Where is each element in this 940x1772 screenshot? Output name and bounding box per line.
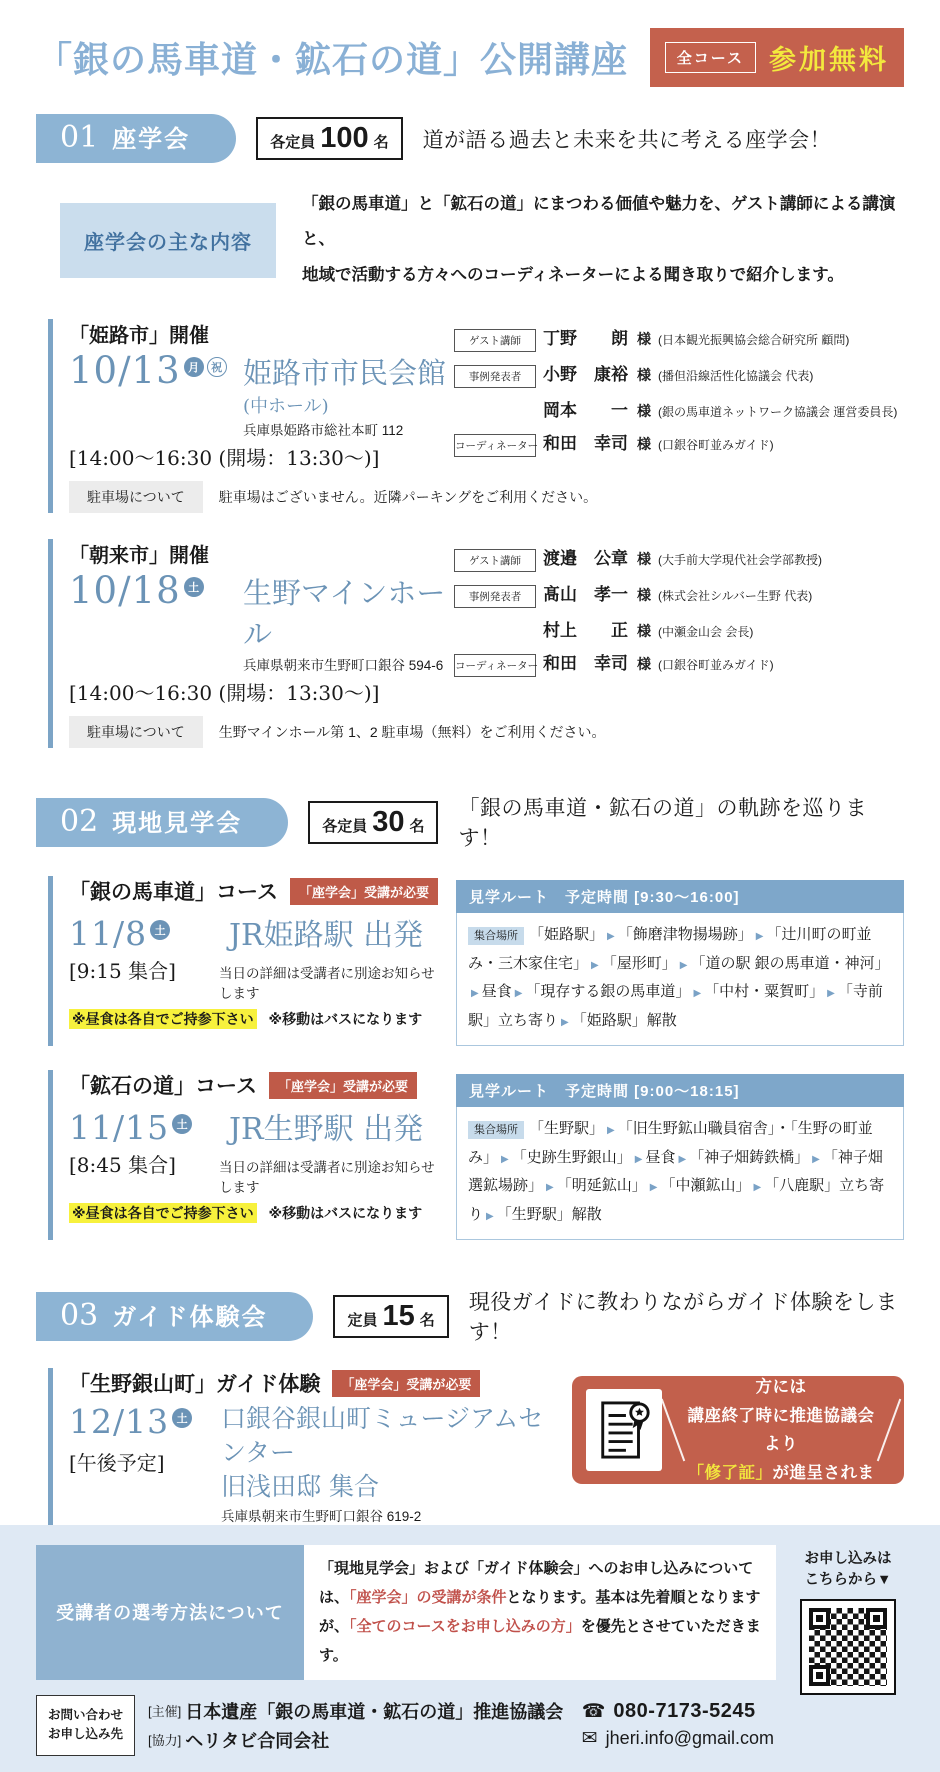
cert-line2: 講座終了時に推進協議会より bbox=[687, 1406, 875, 1454]
speaker-given: 公章 bbox=[594, 549, 628, 569]
route-box bbox=[456, 1074, 904, 1240]
capacity-label: 定員 bbox=[347, 1311, 378, 1329]
section1-catchphrase: 道が語る過去と未来を共に考える座学会！ bbox=[422, 127, 832, 152]
apply-line2: こちらから▼ bbox=[804, 1572, 892, 1589]
capacity-value: 100 bbox=[320, 122, 369, 154]
speaker-row bbox=[454, 580, 904, 608]
organizer-col bbox=[148, 1695, 563, 1756]
speaker-given: 正 bbox=[611, 621, 628, 641]
course-titleline bbox=[69, 1070, 440, 1100]
speaker-family: 和田 bbox=[543, 654, 577, 674]
speaker-row bbox=[454, 649, 904, 677]
venue-note: (中ホール) bbox=[243, 396, 329, 418]
capacity-label: 各定員 bbox=[270, 134, 316, 151]
requirement-badge: 「座学会」受講が必要 bbox=[332, 1370, 480, 1397]
speaker-honorific: 様 bbox=[637, 436, 651, 453]
event-date: 10/13 bbox=[69, 349, 181, 393]
course-date-group bbox=[69, 914, 219, 953]
guide-experience-row bbox=[48, 1348, 904, 1524]
section3-band bbox=[36, 1292, 313, 1341]
capacity-unit: 名 bbox=[419, 1311, 435, 1329]
speaker-role: 事例発表者 bbox=[454, 585, 536, 608]
speaker-honorific: 様 bbox=[637, 551, 651, 568]
weekday-badge: 土 bbox=[184, 577, 204, 597]
venue-address: 兵庫県朝来市生野町口銀谷 594-6 bbox=[243, 658, 444, 674]
section1-capacity bbox=[256, 117, 402, 160]
speaker-given: 幸司 bbox=[594, 654, 628, 674]
flyer-header bbox=[0, 0, 940, 87]
event-dateline bbox=[69, 349, 454, 439]
weekday-badge: 月 bbox=[184, 357, 204, 377]
event-asago-main bbox=[69, 539, 904, 706]
host-tag: [主催] bbox=[148, 1704, 182, 1720]
guide-datecol bbox=[69, 1402, 221, 1524]
apply-line1: お申し込みは bbox=[804, 1550, 892, 1567]
phone-line bbox=[582, 1700, 774, 1723]
weekday-badge: 土 bbox=[172, 1408, 192, 1428]
email-line bbox=[582, 1727, 774, 1750]
venue-name: 生野マインホール bbox=[243, 576, 446, 652]
speaker-org: (株式会社シルバー生野 代表) bbox=[658, 589, 813, 604]
contact-info bbox=[582, 1696, 774, 1754]
weekday-badge: 土 bbox=[150, 920, 170, 940]
speaker-family: 小野 bbox=[543, 365, 577, 385]
email-address: jheri.info@gmail.com bbox=[605, 1728, 774, 1749]
speaker-role-empty bbox=[454, 410, 536, 416]
meet-place-chip: 集合場所 bbox=[468, 927, 524, 945]
section2-title: 現地見学会 bbox=[112, 809, 243, 837]
route-header: 見学ルート 予定時間 [9:30～16:00] bbox=[456, 880, 904, 913]
speaker-org: (播但沿線活性化協議会 代表) bbox=[658, 369, 814, 384]
phone-number: 080-7173-5245 bbox=[613, 1700, 756, 1723]
section1-header bbox=[36, 114, 904, 163]
course-dateline bbox=[69, 910, 440, 954]
page-title: 「銀の馬車道・鉱石の道」公開講座 bbox=[36, 39, 629, 80]
course-title: 「銀の馬車道」コース bbox=[69, 881, 278, 905]
speaker-org: (口銀谷町並みガイド) bbox=[658, 438, 774, 453]
event-asago bbox=[48, 539, 904, 748]
event-dateline bbox=[69, 569, 454, 674]
capacity-label: 各定員 bbox=[322, 817, 368, 835]
speaker-role-empty bbox=[454, 630, 536, 636]
decorative-slash bbox=[877, 1399, 901, 1462]
footer-main bbox=[36, 1545, 776, 1756]
apply-col bbox=[792, 1545, 904, 1756]
meet-note: 当日の詳細は受講者に別途お知らせします bbox=[219, 1160, 435, 1196]
venue-line bbox=[243, 571, 454, 653]
speaker-given: 幸司 bbox=[594, 434, 628, 454]
weekday-badge: 土 bbox=[172, 1114, 192, 1134]
selection-label: 受講者の選考方法について bbox=[36, 1545, 304, 1680]
course-title: 「鉱石の道」コース bbox=[69, 1075, 257, 1099]
event-city: 「朝来市」開催 bbox=[69, 545, 209, 568]
guide-venue-line2: 旧浅田邸 集合 bbox=[221, 1471, 379, 1501]
all-course-label: 全コース bbox=[665, 42, 756, 73]
section1-band bbox=[36, 114, 236, 163]
course-meetline bbox=[69, 955, 440, 1002]
free-entry-text: 参加無料 bbox=[769, 45, 889, 75]
guide-meet-time: [午後予定] bbox=[69, 1451, 165, 1476]
event-himeji bbox=[48, 319, 904, 513]
parking-label: 駐車場について bbox=[69, 716, 203, 748]
route-header: 見学ルート 予定時間 [9:00～18:15] bbox=[456, 1074, 904, 1107]
event-city: 「姫路市」開催 bbox=[69, 325, 209, 348]
selection-text: 「現地見学会」および「ガイド体験会」へのお申し込みについては、「座学会」の受講が条件となります。基本は先着順となりますが、「全てのコースをお申し込みの方」を優先とさせていただきます。 bbox=[304, 1545, 776, 1680]
certificate-text bbox=[684, 1344, 878, 1517]
route-stops: 「生野駅」 ▶ 「旧生野鉱山職員宿舎」・「生野の町並み」 ▶ 「史跡生野銀山」 ▶ 昼食 ▶ 「神子畑鋳鉄橋」 ▶ 「神子畑選鉱場跡」 ▶ 「明延鉱山」 ▶ 「中瀬鉱山」 ▶ 「八鹿駅」立ち寄り ▶ 「生野駅」解散 bbox=[468, 1120, 885, 1223]
flyer-footer bbox=[0, 1525, 940, 1772]
capacity-value: 30 bbox=[372, 805, 405, 838]
speaker-given: 朗 bbox=[611, 329, 628, 349]
cert-line1: すべてのコースを受講の方には bbox=[688, 1348, 874, 1396]
event-time: [14:00～16:30 (開場：13:30～)] bbox=[69, 681, 380, 706]
speaker-org: (日本観光振興協会総合研究所 顧問) bbox=[658, 333, 850, 348]
venue-wrap bbox=[243, 351, 454, 439]
speaker-honorific: 様 bbox=[637, 367, 651, 384]
parking-row bbox=[69, 481, 904, 513]
route-body bbox=[456, 1107, 904, 1240]
speaker-given: 康裕 bbox=[594, 365, 628, 385]
event-date-group bbox=[69, 569, 237, 612]
speaker-family: 岡本 bbox=[543, 401, 577, 421]
free-badge bbox=[650, 28, 904, 87]
qr-code bbox=[800, 1599, 896, 1695]
speaker-row bbox=[454, 360, 904, 388]
guide-venue-line1: 口銀谷銀山町ミュージアムセンター bbox=[221, 1404, 544, 1468]
course-titleline bbox=[69, 876, 440, 906]
contact-label-line2: お申し込み先 bbox=[48, 1727, 124, 1742]
about-line2: 地域で活動する方々へのコーディネーターによる聞き取りで紹介します。 bbox=[302, 265, 844, 284]
section1-number: 01 bbox=[60, 120, 99, 155]
guide-date: 12/13 bbox=[69, 1402, 170, 1442]
section3-catchphrase: 現役ガイドに教わりながらガイド体験をします！ bbox=[468, 1290, 898, 1345]
speakers-asago bbox=[454, 539, 904, 706]
host-line bbox=[148, 1698, 563, 1724]
section2-catchphrase: 「銀の馬車道・鉱石の道」の軌跡を巡ります！ bbox=[458, 796, 867, 851]
venue-name: 姫路市市民会館 bbox=[243, 356, 447, 391]
bus-note: ※移動はバスになります bbox=[268, 1205, 423, 1222]
guide-main bbox=[69, 1402, 554, 1524]
speaker-org: (口銀谷町並みガイド) bbox=[658, 658, 774, 673]
parking-label: 駐車場について bbox=[69, 481, 203, 513]
requirement-badge: 「座学会」受講が必要 bbox=[290, 878, 438, 905]
meet-note: 当日の詳細は受講者に別途お知らせします bbox=[219, 966, 435, 1002]
course-dateline bbox=[69, 1104, 440, 1148]
speaker-honorific: 様 bbox=[637, 587, 651, 604]
speaker-family: 髙山 bbox=[543, 585, 577, 605]
speaker-honorific: 様 bbox=[637, 623, 651, 640]
about-line1: 「銀の馬車道」と「鉱石の道」にまつわる価値や魅力を、ゲスト講師による講演と、 bbox=[302, 195, 896, 249]
section2-number: 02 bbox=[60, 803, 99, 839]
speaker-row bbox=[454, 544, 904, 572]
event-asago-info bbox=[69, 539, 454, 706]
speaker-row bbox=[454, 396, 904, 421]
speaker-given: 一 bbox=[611, 401, 628, 421]
section2-header bbox=[36, 792, 904, 852]
guide-date-group bbox=[69, 1402, 221, 1441]
speaker-honorific: 様 bbox=[637, 403, 651, 420]
speaker-given: 孝一 bbox=[594, 585, 628, 605]
speaker-org: (大手前大学現代社会学部教授) bbox=[658, 553, 822, 568]
contact-label bbox=[36, 1695, 135, 1756]
section1-title: 座学会 bbox=[112, 126, 191, 153]
event-date-group bbox=[69, 349, 237, 392]
section2-band bbox=[36, 798, 288, 847]
course-info bbox=[48, 1070, 440, 1240]
mail-icon: ✉ bbox=[581, 1728, 598, 1750]
decorative-slash bbox=[661, 1399, 685, 1462]
section3-title: ガイド体験会 bbox=[112, 1303, 268, 1331]
speaker-family: 村上 bbox=[543, 621, 577, 641]
meet-time: [8:45 集合] bbox=[69, 1153, 176, 1178]
host-name: 日本遺産「銀の馬車道・鉱石の道」推進協議会 bbox=[185, 1701, 564, 1722]
speaker-role: 事例発表者 bbox=[454, 365, 536, 388]
parking-text: 生野マインホール第 1、2 駐車場（無料）をご利用ください。 bbox=[218, 724, 606, 741]
speaker-role: ゲスト講師 bbox=[454, 329, 536, 352]
speaker-row bbox=[454, 324, 904, 352]
course-meetline bbox=[69, 1149, 440, 1196]
selection-row bbox=[36, 1545, 776, 1680]
course-notes bbox=[69, 1203, 440, 1223]
speaker-row bbox=[454, 616, 904, 641]
speaker-row bbox=[454, 429, 904, 457]
course-date: 11/15 bbox=[69, 1108, 170, 1148]
guide-title: 「生野銀山町」ガイド体験 bbox=[69, 1373, 321, 1397]
coop-line bbox=[148, 1727, 563, 1753]
certificate-box bbox=[572, 1348, 904, 1512]
apply-text bbox=[792, 1549, 904, 1593]
guide-titleline bbox=[69, 1368, 554, 1398]
course-start: JR生野駅 出発 bbox=[229, 1112, 424, 1148]
lecture-about-text bbox=[302, 187, 904, 293]
course-bashamichi bbox=[48, 876, 904, 1046]
parking-row bbox=[69, 716, 904, 748]
parking-text: 駐車場はございません。近隣パーキングをご利用ください。 bbox=[218, 489, 598, 506]
meet-place-chip: 集合場所 bbox=[468, 1121, 524, 1139]
section3-capacity bbox=[333, 1295, 448, 1338]
certificate-icon bbox=[586, 1389, 662, 1471]
event-time: [14:00～16:30 (開場：13:30～)] bbox=[69, 446, 380, 471]
speaker-role: ゲスト講師 bbox=[454, 549, 536, 572]
lunch-note: ※昼食は各自でご持参下さい bbox=[69, 1009, 257, 1029]
venue-address: 兵庫県姫路市総社本町 112 bbox=[243, 423, 404, 439]
coop-tag: [協力] bbox=[148, 1733, 182, 1749]
route-box bbox=[456, 880, 904, 1046]
route-stops: 「姫路駅」 ▶ 「飾磨津物揚場跡」 ▶ 「辻川町の町並み・三木家住宅」 ▶ 「屋形町」 ▶ 「道の駅 銀の馬車道・神河」▶ 昼食 ▶ 「現存する銀の馬車道」 ▶ 「中村・粟賀町」 ▶ 「寺前駅」立ち寄り ▶ 「姫路駅」解散 bbox=[468, 926, 890, 1029]
course-date-group bbox=[69, 1108, 219, 1147]
qr-finder bbox=[809, 1608, 830, 1629]
guide-venuecol bbox=[221, 1402, 554, 1524]
guide-address: 兵庫県朝来市生野町口銀谷 619-2 bbox=[221, 1508, 422, 1524]
section3-number: 03 bbox=[60, 1297, 99, 1333]
bus-note: ※移動はバスになります bbox=[268, 1011, 423, 1028]
meet-time: [9:15 集合] bbox=[69, 959, 176, 984]
course-koseki bbox=[48, 1070, 904, 1240]
guide-info bbox=[48, 1368, 554, 1524]
speaker-role: コーディネーター bbox=[454, 434, 536, 457]
qr-finder bbox=[809, 1665, 830, 1686]
speaker-org: (銀の馬車道ネットワーク協議会 運営委員長) bbox=[658, 405, 898, 420]
venue-line bbox=[243, 351, 454, 418]
requirement-badge: 「座学会」受講が必要 bbox=[269, 1072, 417, 1099]
speaker-family: 丁野 bbox=[543, 329, 577, 349]
phone-icon: ☎ bbox=[581, 1701, 606, 1723]
capacity-unit: 名 bbox=[409, 817, 425, 835]
contact-label-line1: お問い合わせ bbox=[48, 1707, 124, 1722]
event-himeji-info bbox=[69, 319, 454, 471]
holiday-badge: 祝 bbox=[207, 357, 227, 377]
course-info bbox=[48, 876, 440, 1046]
qr-finder bbox=[866, 1608, 887, 1629]
capacity-unit: 名 bbox=[373, 134, 389, 151]
lecture-about bbox=[60, 187, 904, 293]
speaker-family: 渡邉 bbox=[543, 549, 577, 569]
course-date: 11/8 bbox=[69, 914, 148, 954]
capacity-value: 15 bbox=[382, 1299, 415, 1332]
venue-wrap bbox=[243, 571, 454, 674]
event-date: 10/18 bbox=[69, 569, 181, 613]
lecture-about-label: 座学会の主な内容 bbox=[60, 203, 276, 278]
course-notes bbox=[69, 1009, 440, 1029]
lunch-note: ※昼食は各自でご持参下さい bbox=[69, 1203, 257, 1223]
section2-capacity bbox=[308, 801, 438, 844]
coop-name: ヘリタビ合同会社 bbox=[185, 1730, 330, 1751]
event-himeji-main bbox=[69, 319, 904, 471]
speaker-honorific: 様 bbox=[637, 656, 651, 673]
speaker-honorific: 様 bbox=[637, 331, 651, 348]
route-body bbox=[456, 913, 904, 1046]
section3-header bbox=[36, 1286, 904, 1346]
contact-row bbox=[36, 1695, 776, 1756]
speaker-role: コーディネーター bbox=[454, 654, 536, 677]
course-start: JR姫路駅 出発 bbox=[229, 918, 424, 954]
cert-line3: 「修了証」が進呈されます！ bbox=[687, 1464, 875, 1512]
speaker-family: 和田 bbox=[543, 434, 577, 454]
speaker-org: (中瀬金山会 会長) bbox=[658, 625, 754, 640]
speakers-himeji bbox=[454, 319, 904, 471]
